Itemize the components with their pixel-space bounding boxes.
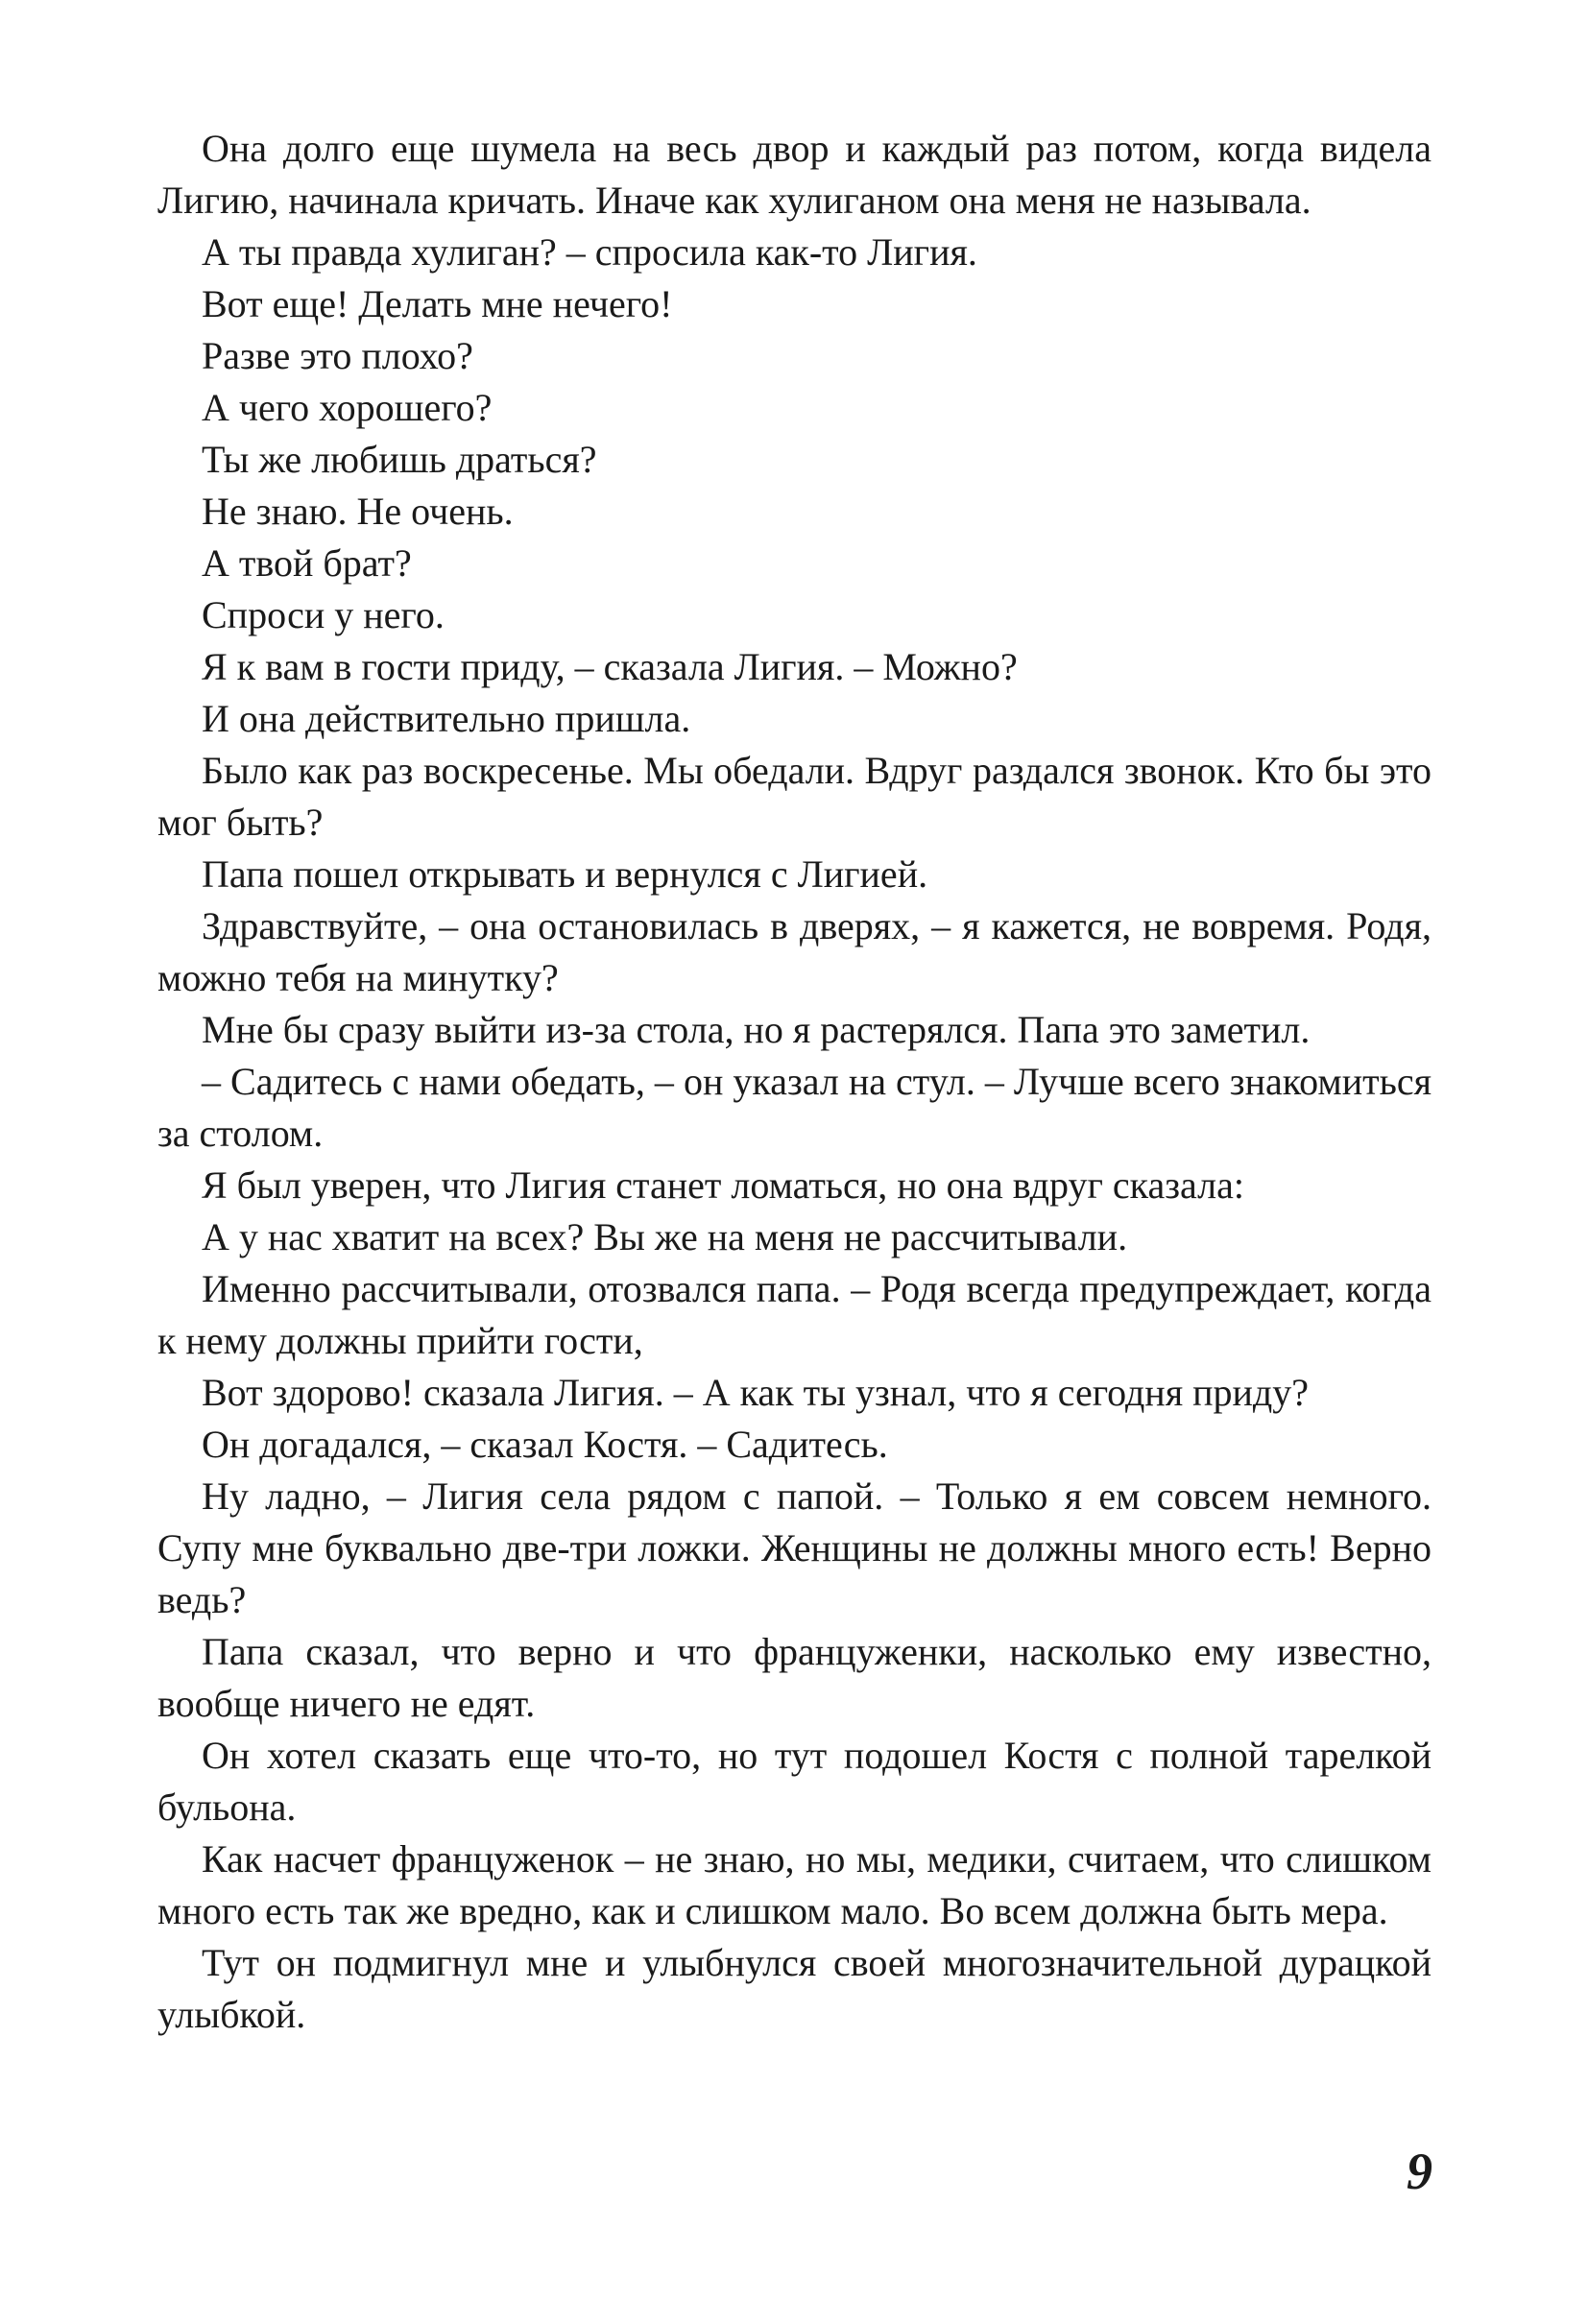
paragraph: Папа сказал, что верно и что француженки, насколько ему известно, вообще ничего не едят. <box>157 1630 1432 1725</box>
paragraph: Ну ладно, – Лигия села рядом с папой. – Только я ем совсем немного. Супу мне буквально две-три ложки. Женщины не должны много есть! Верно ведь? <box>157 1474 1432 1621</box>
paragraph: Папа пошел открывать и вернулся с Лигией. <box>202 852 928 896</box>
paragraph: Тут он подмигнул мне и улыбнулся своей многозначительной дурацкой улыбкой. <box>157 1941 1432 2036</box>
paragraph: Именно рассчитывали, отозвался папа. – Родя всегда предупреждает, когда к нему должны прийти гости, <box>157 1267 1432 1362</box>
body-text <box>157 123 1432 2041</box>
paragraph: Он хотел сказать еще что-то, но тут подошел Костя с полной тарелкой бульона. <box>157 1734 1432 1829</box>
page-number: 9 <box>1407 2143 1432 2200</box>
paragraph: Я был уверен, что Лигия станет ломаться, но она вдруг сказала: <box>202 1163 1244 1207</box>
paragraph: Не знаю. Не очень. <box>202 490 514 533</box>
paragraph: Как насчет француженок – не знаю, но мы, медики, считаем, что слишком много есть так же вредно, как и слишком мало. Во всем должна быть мера. <box>157 1837 1432 1932</box>
paragraph: Мне бы сразу выйти из-за стола, но я растерялся. Папа это заметил. <box>202 1008 1311 1051</box>
paragraph: Было как раз воскресенье. Мы обедали. Вдруг раздался звонок. Кто бы это мог быть? <box>157 749 1432 844</box>
paragraph: А ты правда хулиган? – спросила как-то Лигия. <box>202 230 977 274</box>
paragraph: Спроси у него. <box>202 593 445 636</box>
paragraph: Разве это плохо? <box>202 334 473 377</box>
paragraph: И она действительно пришла. <box>202 697 691 740</box>
paragraph: А чего хорошего? <box>202 386 493 429</box>
paragraph: – Садитесь с нами обедать, – он указал на стул. – Лучше всего знакомиться за столом. <box>157 1060 1432 1155</box>
paragraph: Он догадался, – сказал Костя. – Садитесь. <box>202 1423 888 1466</box>
paragraph: Вот здорово! сказала Лигия. – А как ты узнал, что я сегодня приду? <box>202 1371 1310 1414</box>
paragraph: Здравствуйте, – она остановилась в дверях, – я кажется, не вовремя. Родя, можно тебя на минутку? <box>157 904 1432 999</box>
paragraph: Она долго еще шумела на весь двор и каждый раз потом, когда видела Лигию, начинала кричать. Иначе как хулиганом она меня не называла. <box>157 127 1432 222</box>
paragraph: Я к вам в гости приду, – сказала Лигия. – Можно? <box>202 645 1018 688</box>
paragraph: Вот еще! Делать мне нечего! <box>202 282 673 325</box>
paragraph: Ты же любишь драться? <box>202 438 597 481</box>
paragraph: А твой брат? <box>202 541 412 585</box>
paragraph: А у нас хватит на всех? Вы же на меня не рассчитывали. <box>202 1215 1128 1258</box>
